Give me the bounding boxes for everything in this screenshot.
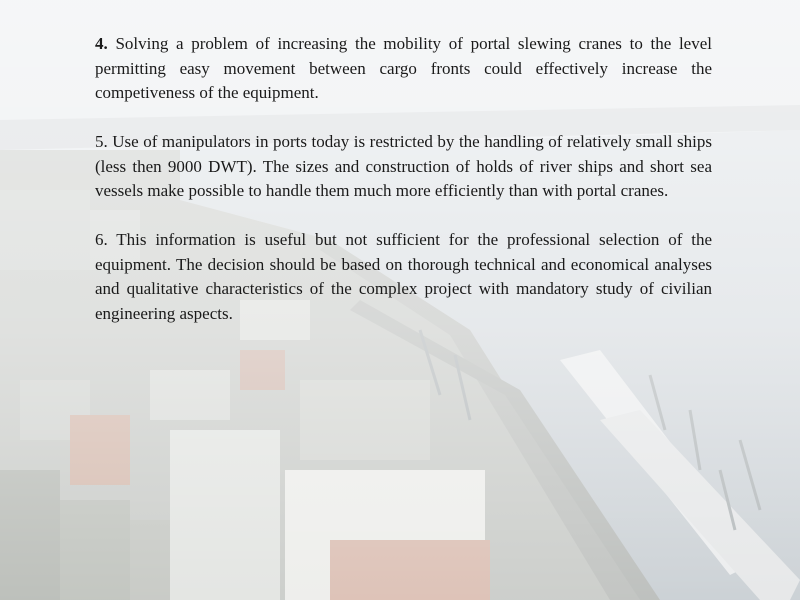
paragraph-number: 4. <box>95 34 108 53</box>
paragraph-text: This information is useful but not sufficient for the professional selection of the equipment. The decision should be based on thorough technical and economical analyses and qualitative characteristics of the complex project with mandatory study of civilian engineering aspects. <box>95 230 712 323</box>
text-block <box>95 32 712 351</box>
paragraph-number: 5. <box>95 132 108 151</box>
paragraph-text: Solving a problem of increasing the mobility of portal slewing cranes to the level permitting easy movement between cargo fronts could effectively increase the competiveness of the equipment. <box>95 34 712 102</box>
paragraph-text: Use of manipulators in ports today is restricted by the handling of relatively small ships (less then 9000 DWT). The sizes and construction of holds of river ships and short sea vessels make possible to handle them much more efficiently than with portal cranes. <box>95 132 712 200</box>
paragraph-4 <box>95 32 712 106</box>
paragraph-6 <box>95 228 712 326</box>
paragraph-number: 6. <box>95 230 108 249</box>
paragraph-5 <box>95 130 712 204</box>
